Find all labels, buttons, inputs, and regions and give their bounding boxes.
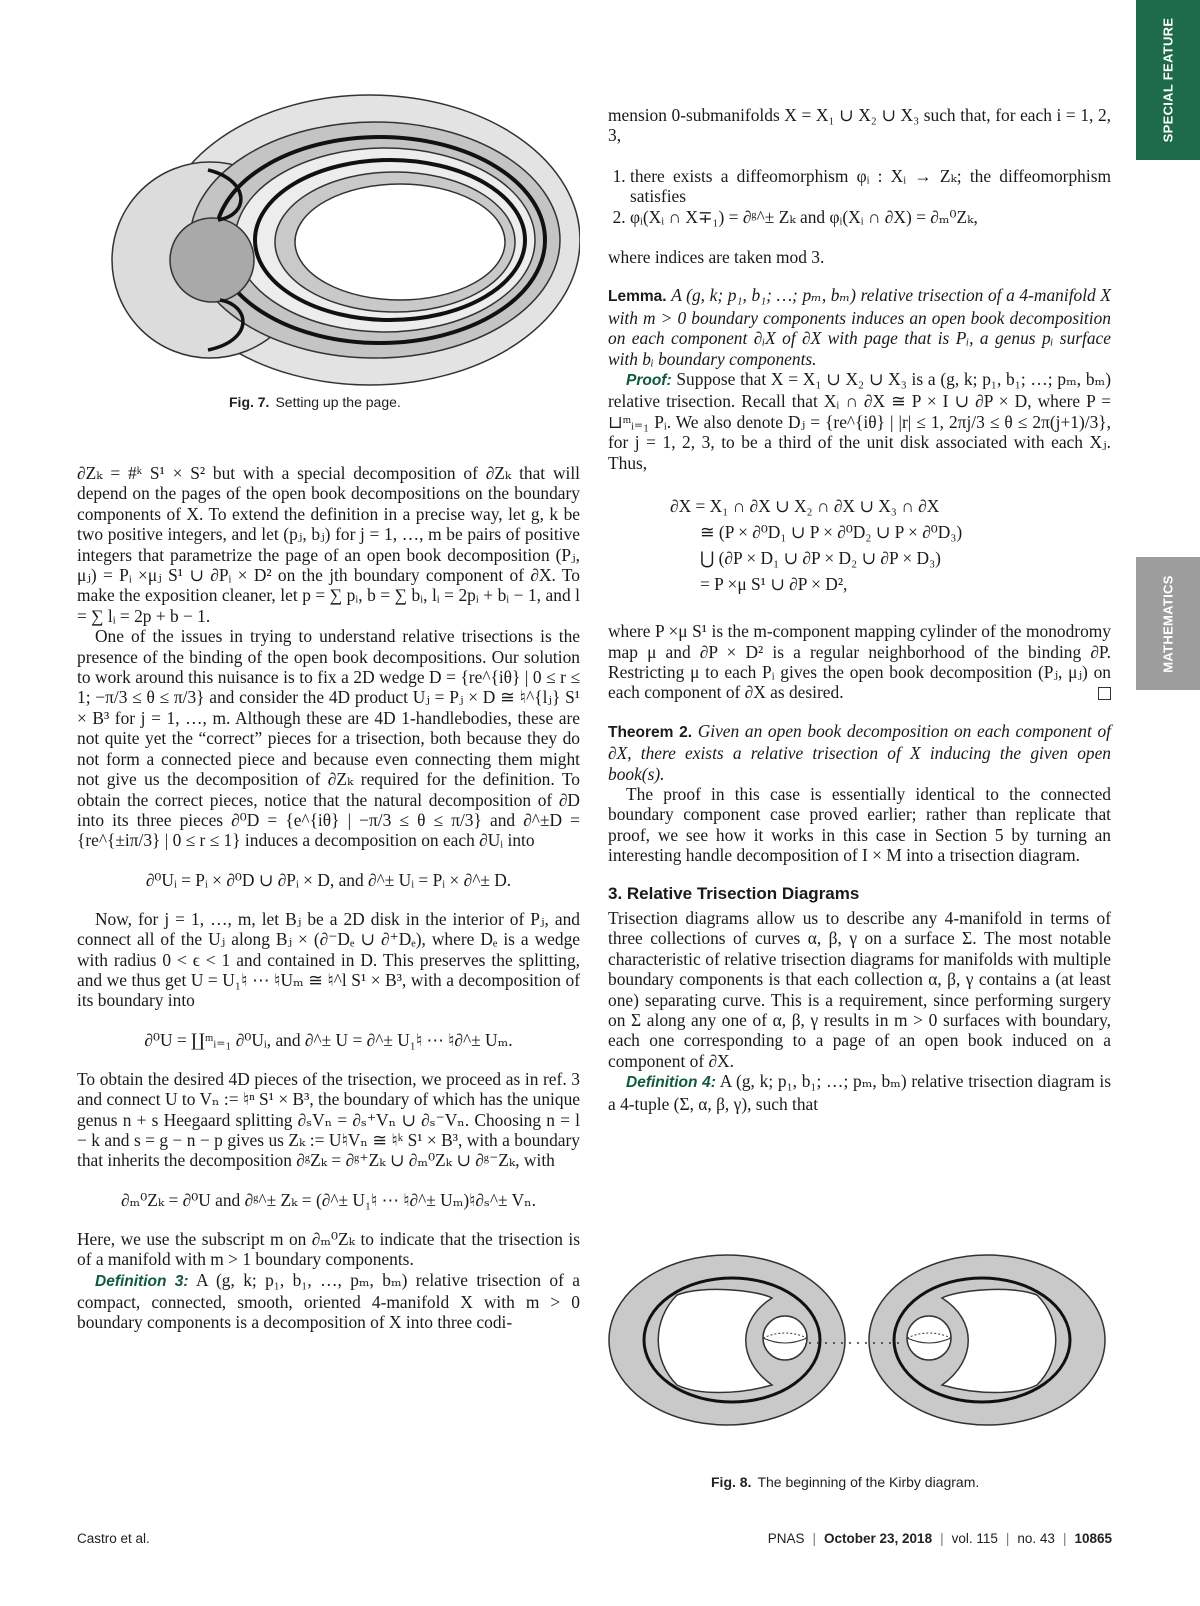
definition-4-body: A (g, k; p₁, b₁; …; pₘ, bₘ) relative trisection diagram is a 4-tuple (Σ, α, β, γ), such that [608, 1071, 1111, 1114]
fig7-center-disk [170, 218, 254, 302]
proof-body: Suppose that X = X₁ ∪ X₂ ∪ X₃ is a (g, k; p₁, b₁; …; pₘ, bₘ) relative trisection. Recall that Xᵢ ∩ ∂X ≅ P × I ∪ ∂P × D, where P = ⊔ᵐᵢ₌₁ Pᵢ. We also denote Dⱼ = {re^{iθ} | |r| ≤ 1, 2πj/3 ≤ θ ≤ 2π(j+1)/3}, for j = 1, 2, 3, to be a third of the unit disk associated with each Xⱼ. Thus, [608, 369, 1111, 473]
right-paragraph-0: mension 0-submanifolds X = X₁ ∪ X₂ ∪ X₃ such that, for each i = 1, 2, 3, [608, 105, 1111, 146]
right-paragraph-4: Trisection diagrams allow us to describe any 4-manifold in terms of three collections of curves α, β, γ on a surface Σ. The most notable characteristic of relative trisection diagrams for manifolds with multiple boundary components is that each collection α, β, γ contains a (at least one) separating curve. This is a requirement, since performing surgery on Σ along any one of α, β, γ results in m > 0 surfaces with boundary, each one corresponding to a page of an open book induced on a component of ∂X. [608, 907, 1111, 1071]
equation-line-a: ∂X = X₁ ∩ ∂X ∪ X₂ ∩ ∂X ∪ X₃ ∩ ∂X [670, 496, 940, 517]
right-paragraph-1: where indices are taken mod 3. [608, 247, 825, 268]
equation-line-d: = P ×μ S¹ ∪ ∂P × D², [700, 574, 848, 595]
proof-heading: Proof: [626, 372, 672, 390]
equation-line-b: ≅ (P × ∂⁰D₁ ∪ P × ∂⁰D₂ ∪ P × ∂⁰D₃) [700, 522, 963, 543]
lemma-body: A (g, k; p₁, b₁; …; pₘ, bₘ) relative trisection of a 4-manifold X with m > 0 boundary components induces an open book decomposition on each component ∂ᵢX of ∂X with page that is Pᵢ, a genus pᵢ surface with bᵢ boundary components. [608, 285, 1111, 369]
fig8-label: Fig. 8. [711, 1474, 752, 1490]
fig8-left-sphere [763, 1316, 807, 1360]
fig7-caption [229, 394, 401, 410]
footer-volume: vol. 115 [951, 1531, 998, 1546]
definition-3-heading: Definition 3: [95, 1272, 189, 1290]
lemma [608, 285, 1111, 369]
section-heading: 3. Relative Trisection Diagrams [608, 883, 860, 903]
special-feature-label: SPECIAL FEATURE [1160, 17, 1176, 143]
left-paragraph-2: One of the issues in trying to understand relative trisections is the presence of the binding of the open book decompositions. Our solution to work around this nuisance is to fix a 2D wedge D = {re^{iθ} | 0 ≤ r ≤ 1; −π/3 ≤ θ ≤ π/3} and consider the 4D product Uⱼ = Pⱼ × D ≅ ♮^{lⱼ} S¹ × B³ for j = 1, …, m. Although these are 4D 1-handlebodies, these are not quite yet the “correct” pieces for a trisection, both because they do not form a connected piece and because even connecting them might not give us the decomposition of ∂Zₖ required for the definition. To obtain the correct pieces, notice that the natural decomposition of ∂D into its three pieces ∂⁰D = {e^{iθ} | −π/3 ≤ θ ≤ π/3} and ∂^±D = {re^{±iπ/3} | 0 ≤ r ≤ 1} induces a decomposition on each ∂Uᵢ into [77, 626, 580, 851]
qed-square-icon [1098, 687, 1111, 700]
fig7-caption-text: Setting up the page. [275, 394, 401, 410]
theorem-2-body: Given an open book decomposition on each component of ∂X, there exists a relative trisection of X inducing the given open book(s). [608, 720, 1111, 784]
left-column [77, 463, 580, 1333]
right-paragraph-3: The proof in this case is essentially identical to the connected boundary component case proved earlier; rather than replicate that proof, we see how it works in this case in Section 5 by turning an interesting handle decomposition of I × M into a trisection diagram. [608, 783, 1111, 866]
condition-item-1: 1. there exists a diffeomorphism φᵢ : Xᵢ → Zₖ; the diffeomorphism satisfies [630, 166, 1111, 207]
fig8-caption-text: The beginning of the Kirby diagram. [757, 1474, 980, 1490]
figure-8 [607, 1250, 1107, 1430]
definition-4 [608, 1071, 1111, 1114]
definition-3-body: A (g, k; p₁, b₁, …, pₘ, bₘ) relative trisection of a compact, connected, smooth, oriented 4-manifold X with m > 0 boundary components is a decomposition of X into three codi- [77, 1269, 580, 1333]
equation-3: ∂ₘ⁰Zₖ = ∂⁰U and ∂ᵍ^± Zₖ = (∂^± U₁♮ ⋯ ♮∂^± Uₘ)♮∂ₛ^± Vₙ. [120, 1189, 537, 1210]
condition-list [608, 166, 1111, 227]
equation-line-c: ⋃ (∂P × D₁ ∪ ∂P × D₂ ∪ ∂P × D₃) [700, 548, 941, 569]
left-paragraph-1: ∂Zₖ = #ᵏ S¹ × S² but with a special decomposition of ∂Zₖ that will depend on the pages of the open book decompositions on the boundary components of X. To extend the definition in a precise way, let g, k be two positive integers, and let (pⱼ, bⱼ) for j = 1, …, m be pairs of positive integers that parametrize the page of an open book decomposition (Pⱼ, μⱼ) = Pᵢ ×μⱼ S¹ ∪ ∂Pᵢ × D² on the jth boundary component of ∂X. To make the exposition cleaner, let p = ∑ pᵢ, b = ∑ bᵢ, lᵢ = 2pᵢ + bᵢ − 1, and l = ∑ lᵢ = 2p + b − 1. [77, 463, 580, 626]
condition-item-2: 2. φᵢ(Xᵢ ∩ X∓₁) = ∂ᵍ^± Zₖ and φᵢ(Xᵢ ∩ ∂X) = ∂ₘ⁰Zₖ, [630, 207, 1111, 227]
fig8-right-sphere [907, 1316, 951, 1360]
figure-7 [100, 90, 580, 390]
footer-citation: PNAS | October 23, 2018 | vol. 115 | no. 43 | 10865 [767, 1531, 1112, 1546]
definition-3 [77, 1270, 580, 1333]
lemma-heading: Lemma. [608, 288, 667, 306]
mathematics-label: MATHEMATICS [1160, 574, 1176, 673]
definition-4-heading: Definition 4: [626, 1074, 716, 1092]
footer-authors: Castro et al. [77, 1531, 150, 1546]
left-paragraph-3: Now, for j = 1, …, m, let Bⱼ be a 2D disk in the interior of Pⱼ, and connect all of the Uⱼ along Bⱼ × (∂⁻Dₑ ∪ ∂⁺Dₑ), where Dₑ is a wedge with radius 0 < ϵ < 1 and contained in D. This preserves the splitting, and we thus get U = U₁♮ ⋯ ♮Uₘ ≅ ♮^l S¹ × B³, with a decomposition of its boundary into [77, 908, 580, 1011]
footer-issue: no. 43 [1017, 1531, 1055, 1546]
theorem-2-heading: Theorem 2. [608, 723, 693, 741]
mathematics-tab [1136, 557, 1200, 690]
fig8-caption [711, 1474, 979, 1490]
left-paragraph-4: To obtain the desired 4D pieces of the trisection, we proceed as in ref. 3 and connect U to Vₙ := ♮ⁿ S¹ × B³, the boundary of which has the unique genus n + s Heegaard splitting ∂ₛVₙ = ∂ₛ⁺Vₙ ∪ ∂ₛ⁻Vₙ. Choosing n = l − k and s = g − n − p gives us Zₖ := U♮Vₙ ≅ ♮ᵏ S¹ × B³, with a boundary that inherits the decomposition ∂ᵍZₖ = ∂ᵍ⁺Zₖ ∪ ∂ₘ⁰Zₖ ∪ ∂ᵍ⁻Zₖ, with [77, 1068, 580, 1171]
footer-page: 10865 [1074, 1531, 1112, 1546]
fig7-label: Fig. 7. [229, 394, 270, 410]
right-paragraph-2-text: where P ×μ S¹ is the m-component mapping cylinder of the monodromy map μ and ∂P × D² is a regular neighborhood of the binding ∂P. Restricting μ to each Pᵢ gives the open book decomposition (Pⱼ, μⱼ) on each component of ∂X as desired. [608, 621, 1111, 703]
footer-journal: PNAS [767, 1531, 805, 1546]
footer-date: October 23, 2018 [824, 1531, 933, 1546]
boundary-equation-block [670, 493, 1111, 597]
proof [608, 369, 1111, 473]
theorem-2 [608, 721, 1111, 784]
right-paragraph-2 [608, 621, 1111, 703]
right-column [608, 105, 1111, 1114]
equation-1: ∂⁰Uᵢ = Pᵢ × ∂⁰D ∪ ∂Pᵢ × D, and ∂^± Uᵢ = Pᵢ × ∂^± D. [145, 869, 512, 890]
fig7-hole [295, 184, 505, 300]
left-paragraph-5: Here, we use the subscript m on ∂ₘ⁰Zₖ to indicate that the trisection is of a manifold with m > 1 boundary components. [77, 1228, 580, 1270]
equation-2: ∂⁰U = ∐ᵐᵢ₌₁ ∂⁰Uᵢ, and ∂^± U = ∂^± U₁♮ ⋯ ♮∂^± Uₘ. [144, 1029, 513, 1050]
special-feature-tab [1136, 0, 1200, 160]
